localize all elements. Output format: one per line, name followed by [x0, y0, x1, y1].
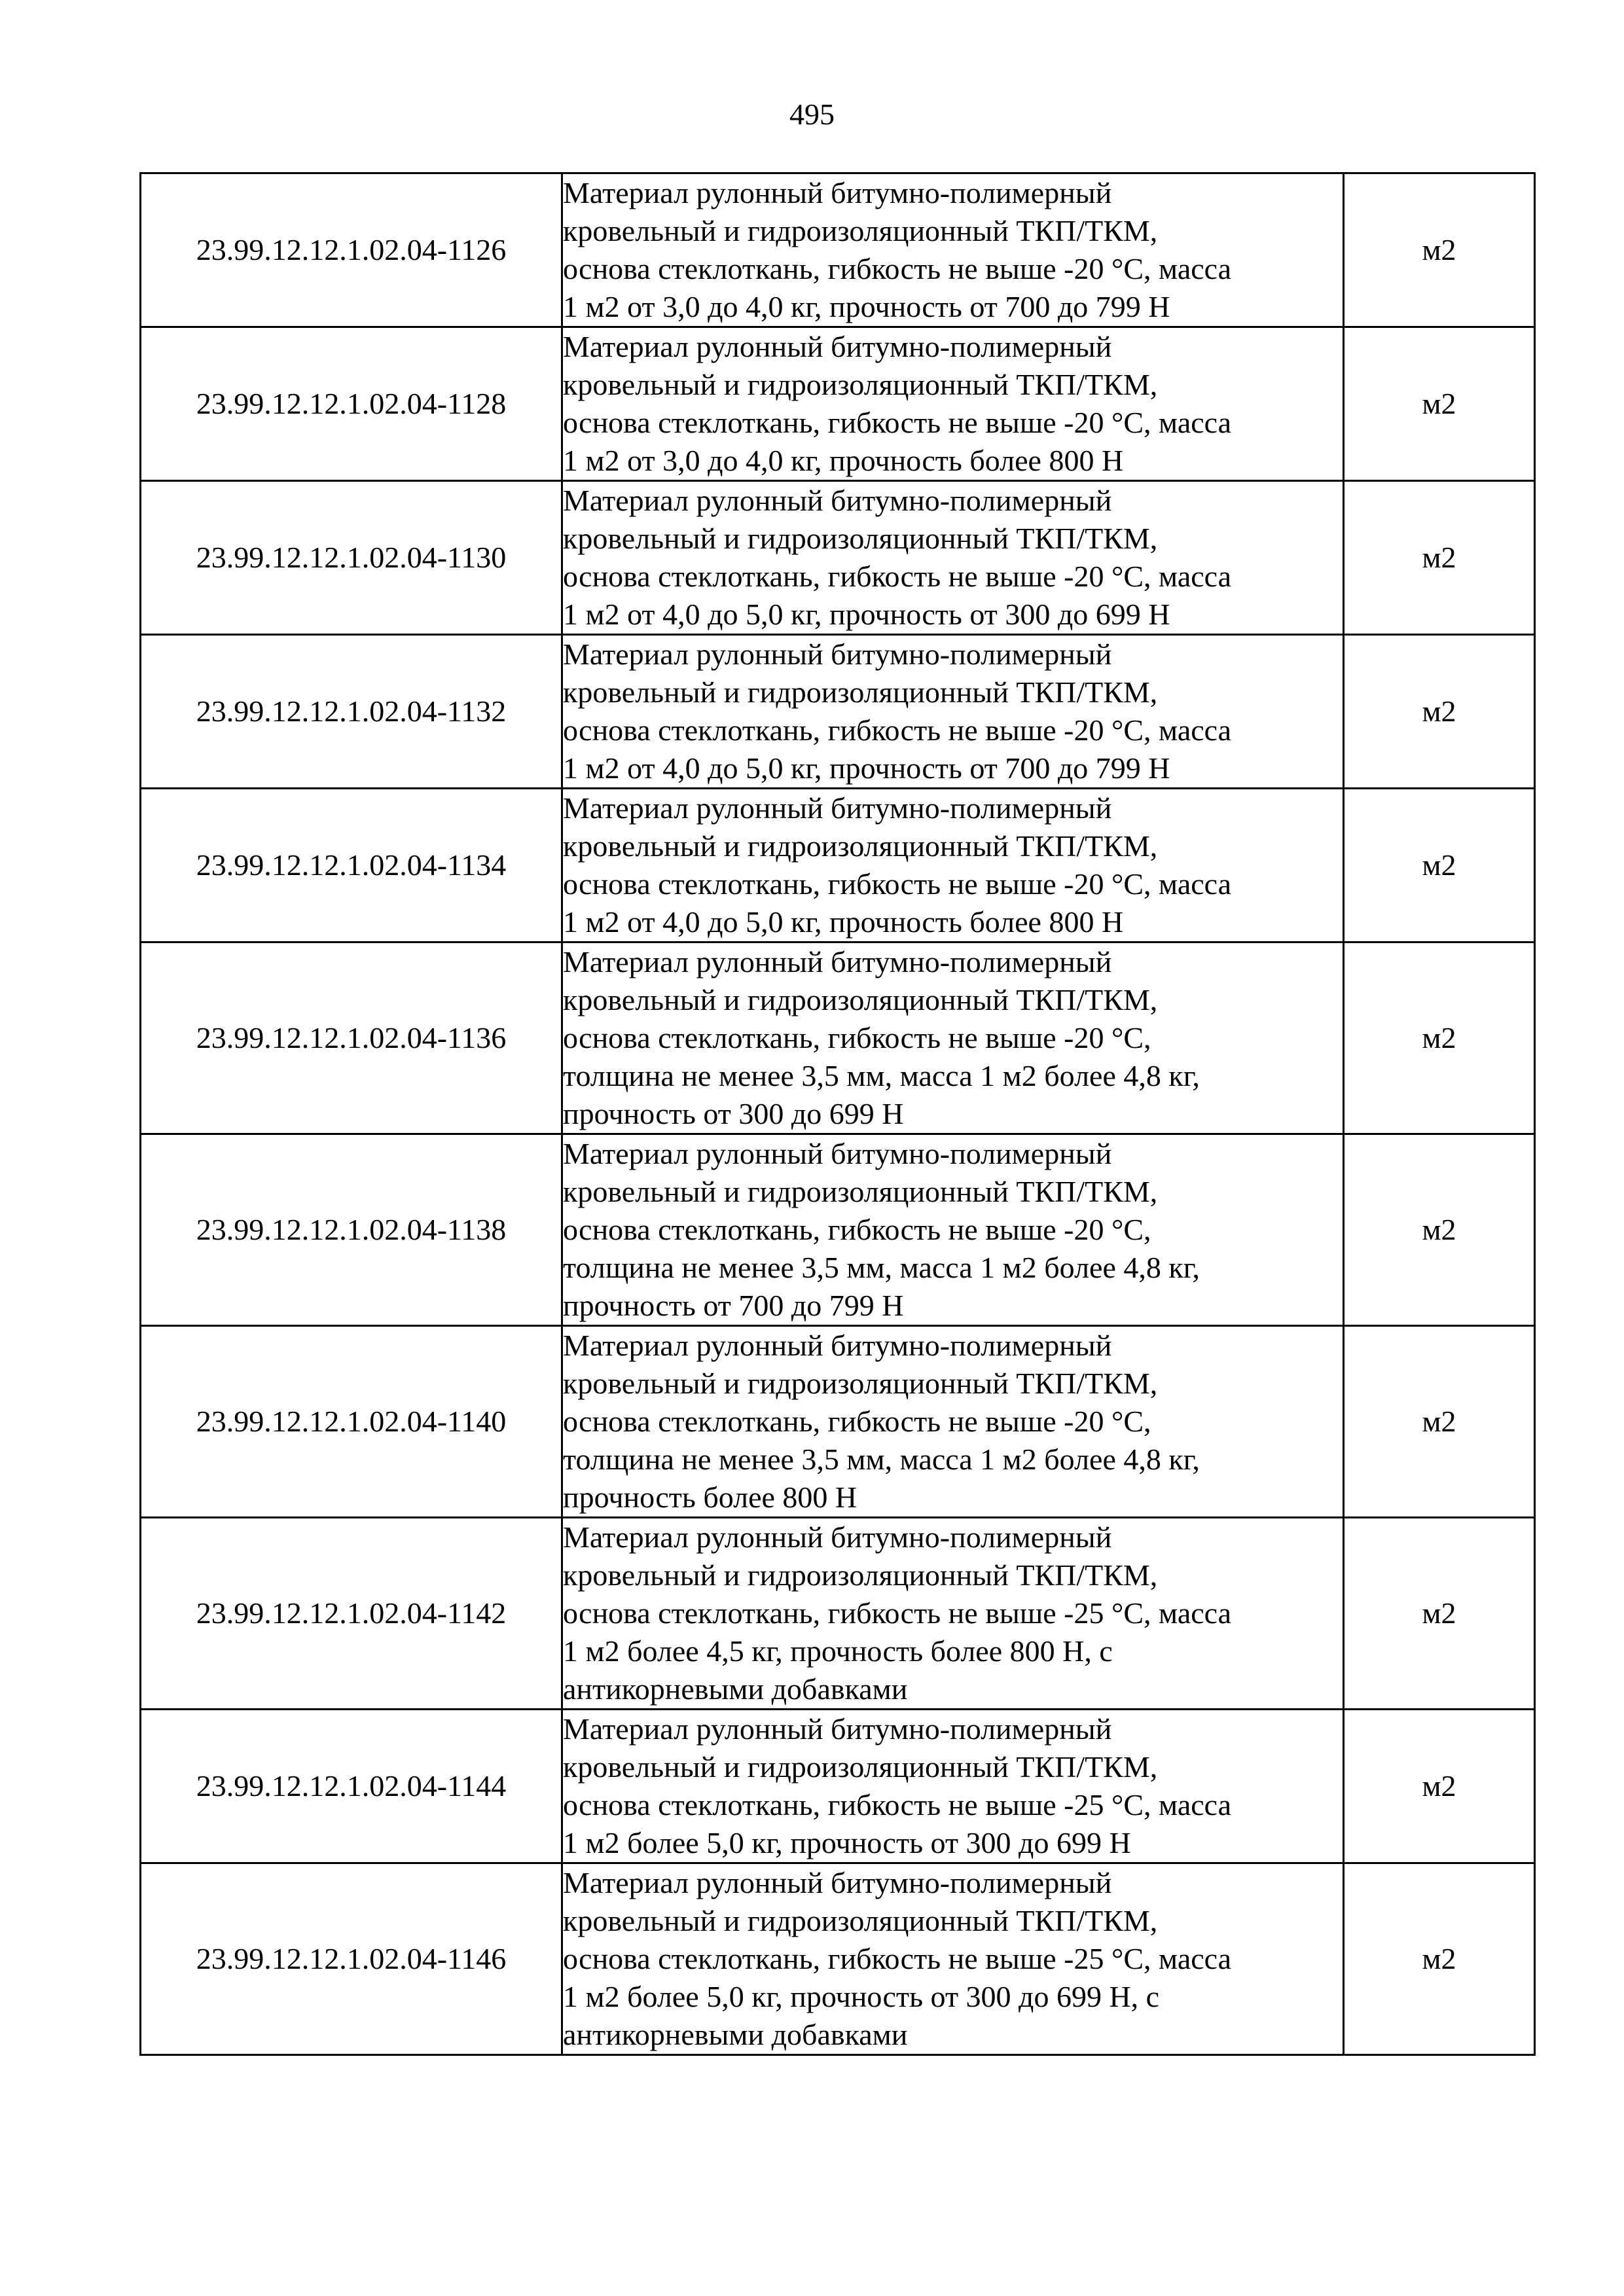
description-line: основа стеклоткань, гибкость не выше -20 °С, масса — [563, 713, 1232, 747]
unit-cell: м2 — [1344, 173, 1535, 327]
description-line: кровельный и гидроизоляционный ТКП/ТКМ, — [563, 829, 1158, 863]
description-line: Материал рулонный битумно-полимерный — [563, 176, 1112, 209]
code-cell: 23.99.12.12.1.02.04-1126 — [141, 173, 562, 327]
table-row — [141, 173, 1535, 327]
description-line: 1 м2 более 5,0 кг, прочность от 300 до 699 Н, с — [563, 1980, 1160, 2013]
description-line: кровельный и гидроизоляционный ТКП/ТКМ, — [563, 1750, 1158, 1784]
table-row — [141, 1326, 1535, 1518]
table-body — [141, 173, 1535, 2055]
code-cell: 23.99.12.12.1.02.04-1138 — [141, 1134, 562, 1326]
unit-cell: м2 — [1344, 1326, 1535, 1518]
description-cell — [562, 1710, 1344, 1863]
description-line: кровельный и гидроизоляционный ТКП/ТКМ, — [563, 1558, 1158, 1592]
description-line: 1 м2 от 4,0 до 5,0 кг, прочность от 700 до 799 Н — [563, 751, 1170, 785]
table-row — [141, 635, 1535, 789]
description-line: основа стеклоткань, гибкость не выше -20 °С, масса — [563, 867, 1232, 901]
description-line: 1 м2 от 3,0 до 4,0 кг, прочность более 800 Н — [563, 444, 1124, 477]
description-line: прочность от 700 до 799 Н — [563, 1289, 904, 1322]
description-line: кровельный и гидроизоляционный ТКП/ТКМ, — [563, 675, 1158, 709]
description-line: кровельный и гидроизоляционный ТКП/ТКМ, — [563, 368, 1158, 401]
unit-cell: м2 — [1344, 942, 1535, 1134]
description-line: Материал рулонный битумно-полимерный — [563, 1712, 1112, 1746]
table-row — [141, 481, 1535, 635]
code-cell: 23.99.12.12.1.02.04-1134 — [141, 789, 562, 942]
table-row — [141, 327, 1535, 481]
materials-table — [139, 172, 1536, 2056]
code-cell: 23.99.12.12.1.02.04-1146 — [141, 1863, 562, 2055]
description-cell — [562, 635, 1344, 789]
table-row — [141, 1863, 1535, 2055]
unit-cell: м2 — [1344, 1710, 1535, 1863]
table-row — [141, 942, 1535, 1134]
description-line: 1 м2 от 4,0 до 5,0 кг, прочность от 300 до 699 Н — [563, 598, 1170, 631]
description-line: кровельный и гидроизоляционный ТКП/ТКМ, — [563, 1904, 1158, 1937]
code-cell: 23.99.12.12.1.02.04-1144 — [141, 1710, 562, 1863]
unit-cell: м2 — [1344, 635, 1535, 789]
description-line: антикорневыми добавками — [563, 2018, 908, 2051]
description-cell — [562, 1326, 1344, 1518]
description-cell — [562, 1863, 1344, 2055]
description-line: прочность от 300 до 699 Н — [563, 1097, 904, 1130]
code-cell: 23.99.12.12.1.02.04-1136 — [141, 942, 562, 1134]
code-cell: 23.99.12.12.1.02.04-1142 — [141, 1518, 562, 1710]
unit-cell: м2 — [1344, 327, 1535, 481]
description-line: антикорневыми добавками — [563, 1672, 908, 1706]
description-line: Материал рулонный битумно-полимерный — [563, 330, 1112, 363]
description-line: 1 м2 от 4,0 до 5,0 кг, прочность более 800 Н — [563, 905, 1124, 939]
description-line: толщина не менее 3,5 мм, масса 1 м2 более 4,8 кг, — [563, 1059, 1200, 1092]
description-line: основа стеклоткань, гибкость не выше -20 °С, масса — [563, 252, 1232, 285]
description-line: Материал рулонный битумно-полимерный — [563, 945, 1112, 978]
code-cell: 23.99.12.12.1.02.04-1140 — [141, 1326, 562, 1518]
description-line: кровельный и гидроизоляционный ТКП/ТКМ, — [563, 522, 1158, 555]
description-line: 1 м2 более 5,0 кг, прочность от 300 до 699 Н — [563, 1826, 1131, 1859]
description-cell — [562, 481, 1344, 635]
description-cell — [562, 1134, 1344, 1326]
description-line: прочность более 800 Н — [563, 1480, 857, 1514]
page-number: 495 — [789, 98, 835, 131]
description-line: Материал рулонный битумно-полимерный — [563, 637, 1112, 671]
description-line: основа стеклоткань, гибкость не выше -20 °С, масса — [563, 406, 1232, 439]
description-line: Материал рулонный битумно-полимерный — [563, 484, 1112, 517]
table-row — [141, 1710, 1535, 1863]
description-line: основа стеклоткань, гибкость не выше -25 °С, масса — [563, 1788, 1232, 1821]
code-cell: 23.99.12.12.1.02.04-1128 — [141, 327, 562, 481]
description-line: Материал рулонный битумно-полимерный — [563, 1866, 1112, 1899]
description-line: основа стеклоткань, гибкость не выше -20 °С, масса — [563, 560, 1232, 593]
description-cell — [562, 789, 1344, 942]
description-line: кровельный и гидроизоляционный ТКП/ТКМ, — [563, 214, 1158, 247]
description-line: кровельный и гидроизоляционный ТКП/ТКМ, — [563, 983, 1158, 1016]
table-row — [141, 1518, 1535, 1710]
description-line: толщина не менее 3,5 мм, масса 1 м2 более 4,8 кг, — [563, 1251, 1200, 1284]
description-cell — [562, 173, 1344, 327]
description-line: кровельный и гидроизоляционный ТКП/ТКМ, — [563, 1367, 1158, 1400]
description-line: основа стеклоткань, гибкость не выше -25 °С, масса — [563, 1596, 1232, 1630]
unit-cell: м2 — [1344, 1134, 1535, 1326]
unit-cell: м2 — [1344, 481, 1535, 635]
description-cell — [562, 327, 1344, 481]
table-row — [141, 1134, 1535, 1326]
description-line: Материал рулонный битумно-полимерный — [563, 1329, 1112, 1362]
description-line: кровельный и гидроизоляционный ТКП/ТКМ, — [563, 1175, 1158, 1208]
description-line: основа стеклоткань, гибкость не выше -20 °С, — [563, 1021, 1151, 1054]
table-row — [141, 789, 1535, 942]
description-line: толщина не менее 3,5 мм, масса 1 м2 более 4,8 кг, — [563, 1443, 1200, 1476]
description-line: Материал рулонный битумно-полимерный — [563, 1137, 1112, 1170]
unit-cell: м2 — [1344, 1863, 1535, 2055]
code-cell: 23.99.12.12.1.02.04-1130 — [141, 481, 562, 635]
description-line: основа стеклоткань, гибкость не выше -20 °С, — [563, 1213, 1151, 1246]
description-line: Материал рулонный битумно-полимерный — [563, 791, 1112, 825]
code-cell: 23.99.12.12.1.02.04-1132 — [141, 635, 562, 789]
description-line: Материал рулонный битумно-полимерный — [563, 1520, 1112, 1554]
description-line: основа стеклоткань, гибкость не выше -20 °С, — [563, 1405, 1151, 1438]
unit-cell: м2 — [1344, 1518, 1535, 1710]
description-line: 1 м2 более 4,5 кг, прочность более 800 Н, с — [563, 1634, 1113, 1668]
description-line: основа стеклоткань, гибкость не выше -25 °С, масса — [563, 1942, 1232, 1975]
unit-cell: м2 — [1344, 789, 1535, 942]
description-line: 1 м2 от 3,0 до 4,0 кг, прочность от 700 до 799 Н — [563, 290, 1170, 323]
description-cell — [562, 1518, 1344, 1710]
description-cell — [562, 942, 1344, 1134]
